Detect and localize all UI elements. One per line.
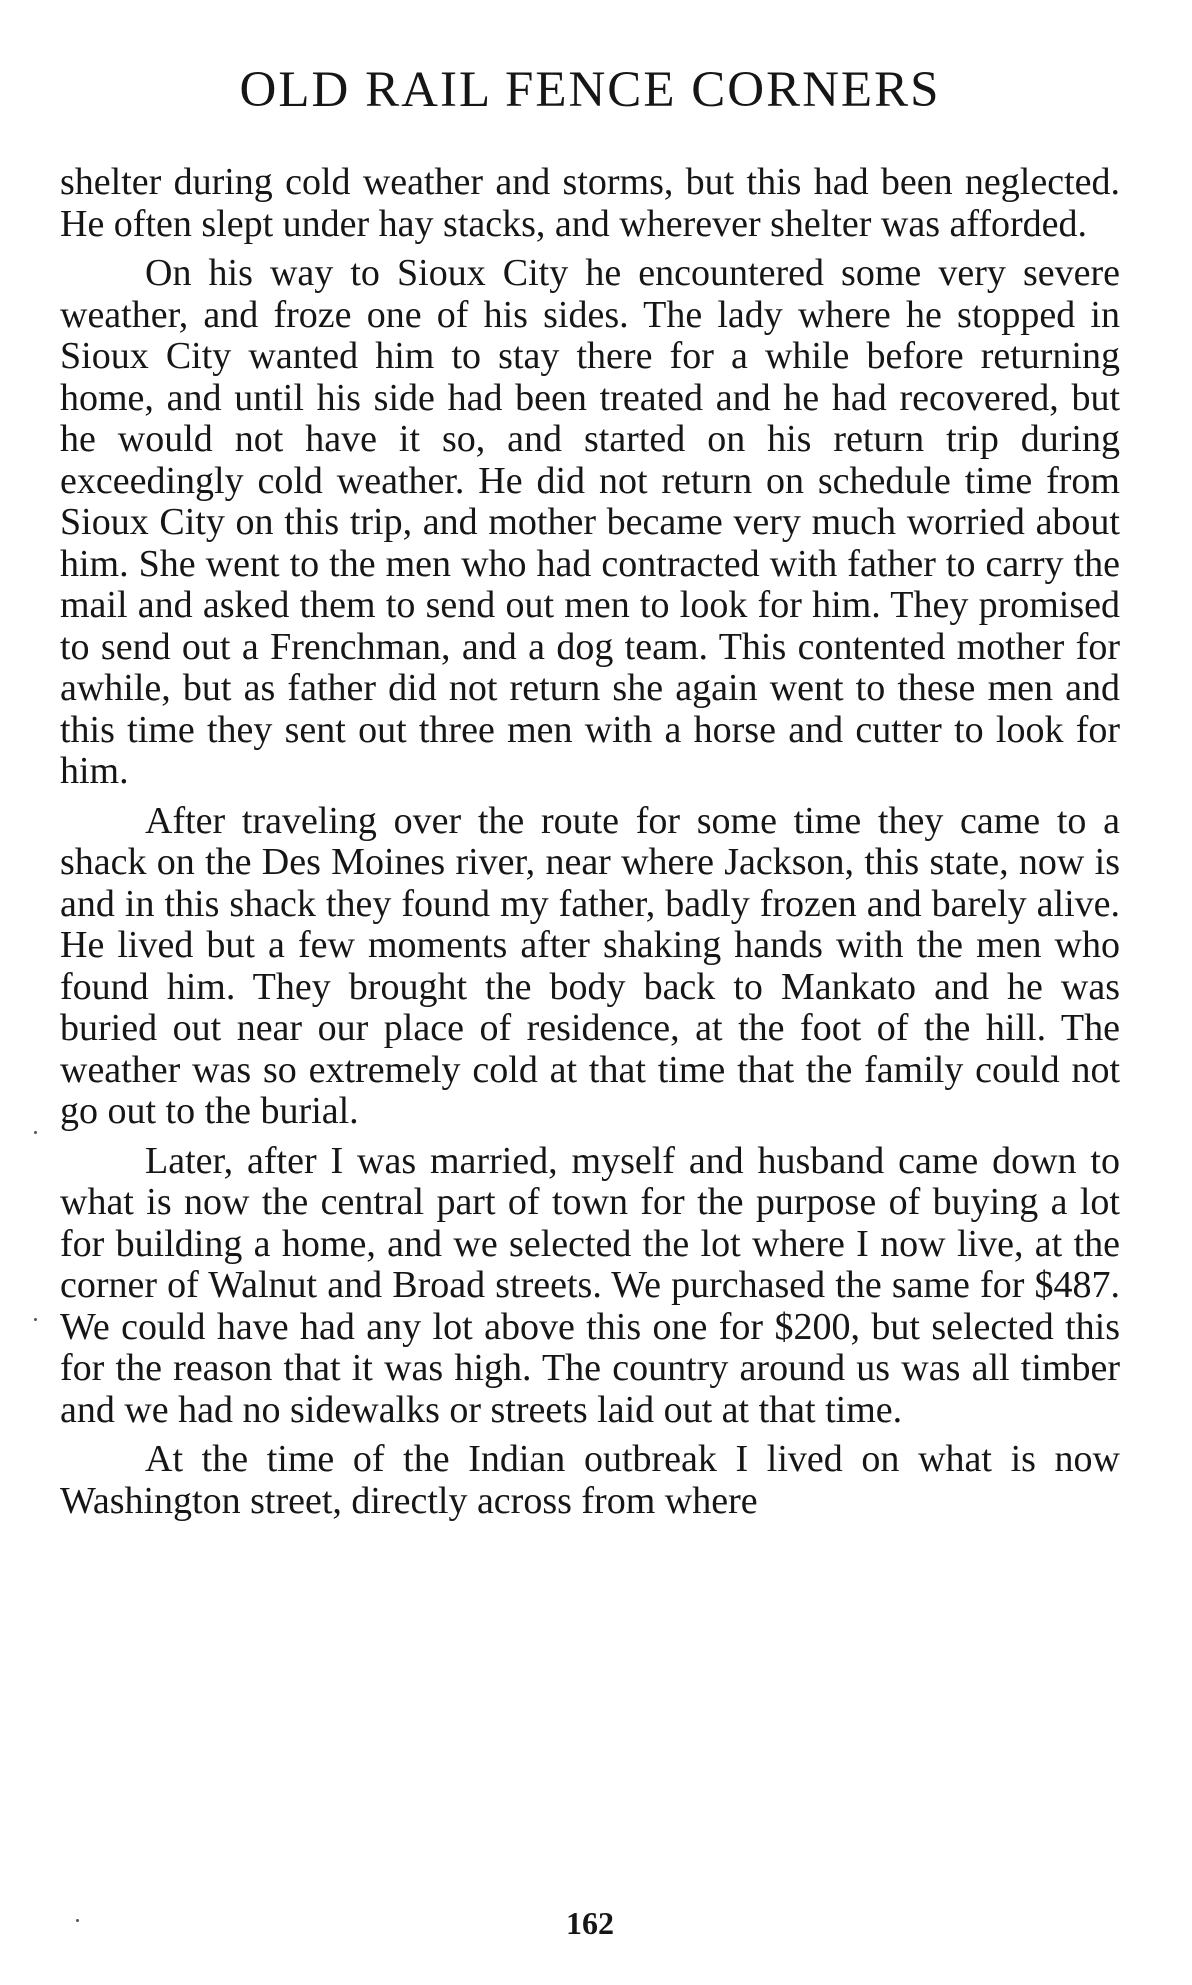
scan-speck (34, 1318, 37, 1321)
paragraph: Later, after I was married, myself and husband came down to what is now the central part of town for the purpose of buying a lot for building a home, and we selected the lot where I now live, at the corner of Walnut and Broad streets. We purchased the same for $487. We could have had any lot above this one for $200, but selected this for the reason that it was high. The country around us was all timber and we had no sidewalks or streets laid out at that time. (60, 1139, 1120, 1431)
running-head: OLD RAIL FENCE CORNERS (239, 62, 941, 118)
page-number: 162 (566, 1905, 614, 1941)
scan-speck (34, 1131, 37, 1134)
paragraph: At the time of the Indian outbreak I lived on what is now Washington street, directly across from where (60, 1438, 1120, 1522)
book-page (60, 0, 1120, 1985)
paragraph: On his way to Sioux City he encountered some very severe weather, and froze one of his sides. The lady where he stopped in Sioux City wanted him to stay there for a while before returning home, and until his side had been treated and he had recovered, but he would not have it so, and started on his return trip during exceedingly cold weather. He did not return on schedule time from Sioux City on this trip, and mother became very much worried about him. She went to the men who had contracted with father to carry the mail and asked them to send out men to look for him. They promised to send out a Frenchman, and a dog team. This contented mother for awhile, but as father did not return she again went to these men and this time they sent out three men with a horse and cutter to look for him. (60, 252, 1120, 792)
paragraph: After traveling over the route for some time they came to a shack on the Des Moines river, near where Jackson, this state, now is and in this shack they found my father, badly frozen and barely alive. He lived but a few moments after shaking hands with the men who found him. They brought the body back to Mankato and he was buried out near our place of residence, at the foot of the hill. The weather was so extremely cold at that time that the family could not go out to the burial. (60, 799, 1120, 1132)
paragraph-continued: shelter during cold weather and storms, but this had been neglected. He often slept under hay stacks, and wherever shelter was afforded. (60, 161, 1120, 245)
scan-speck (76, 1919, 79, 1922)
body-text (60, 162, 1120, 1522)
